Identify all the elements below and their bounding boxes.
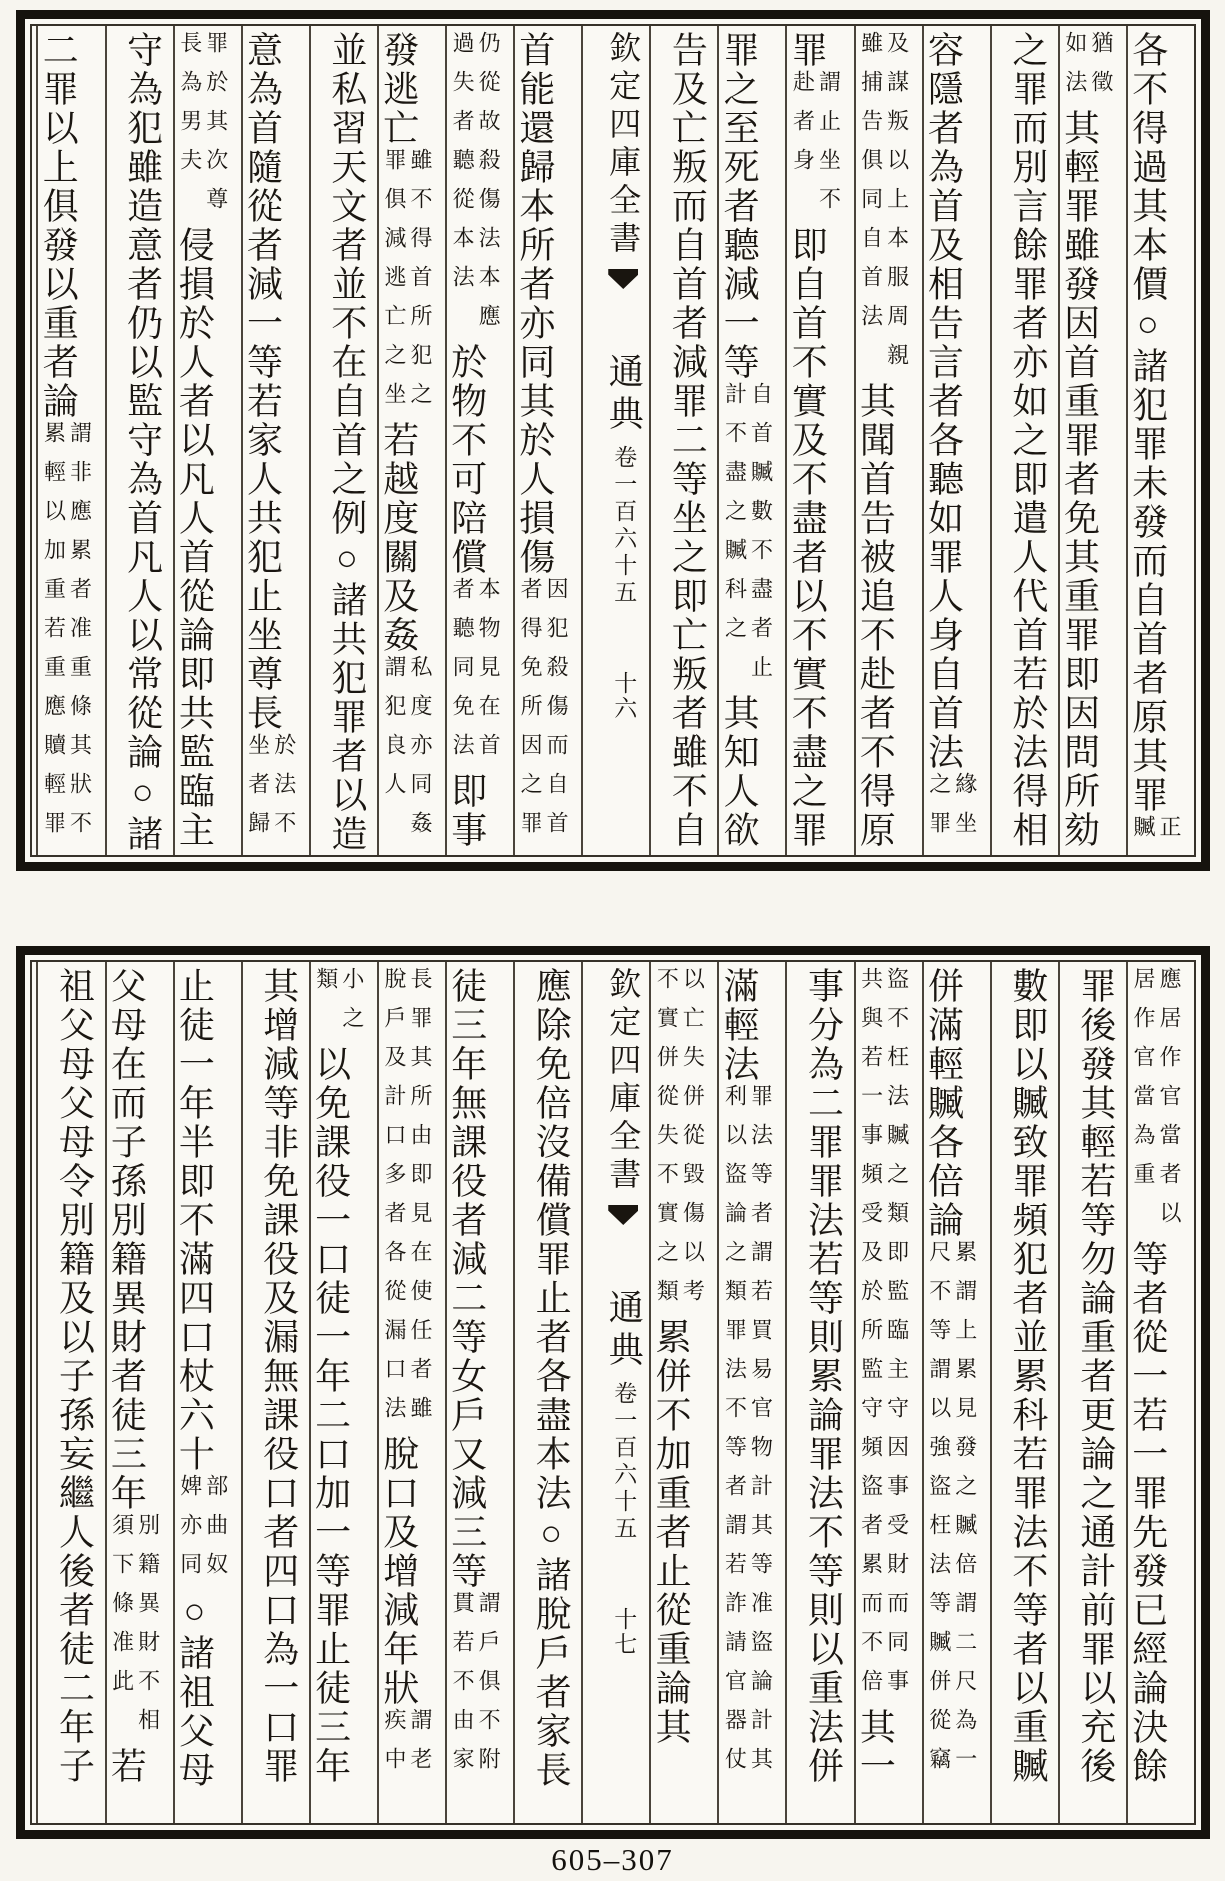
interlinear-note (1130, 815, 1182, 854)
column-text: 脫口及增減年狀 (378, 1435, 419, 1708)
text-column (105, 26, 173, 855)
column-text: 罪之至死者聽減一等 (719, 31, 760, 382)
column-text: 父母在而子孫別籍異財者徒三年 (106, 967, 147, 1513)
interlinear-note (449, 31, 501, 343)
text-column (36, 26, 104, 855)
column-text: 罪 (787, 31, 828, 70)
fishtail-fold-mark (608, 269, 638, 289)
interlinear-note (177, 1474, 229, 1591)
text-column (241, 26, 309, 855)
text-column (990, 26, 1058, 855)
text-column (241, 962, 309, 1823)
column-text: 各不得過其本價○諸犯罪未發而自首者原其罪 (1127, 31, 1168, 815)
note-subcolumn: 者得免所因之罪 (518, 577, 544, 850)
column-text: 首能還歸本所者亦同其於人損傷 (514, 31, 555, 577)
note-subcolumn: 雖不得首所犯之 (407, 148, 433, 421)
text-column (105, 962, 173, 1823)
note-subcolumn: 罪法等者謂若買易官物計其等准盜論計其 (748, 1084, 774, 1786)
interlinear-note (381, 1708, 433, 1786)
column-text: 若越度關及姦 (378, 421, 419, 655)
interlinear-note (858, 31, 910, 382)
note-subcolumn: 部曲奴 (203, 1474, 229, 1591)
note-subcolumn: 長為男夫 (177, 31, 203, 187)
text-column (1126, 26, 1194, 855)
note-subcolumn: 因犯殺傷而自首 (544, 577, 570, 850)
note-subcolumn: 謂犯良人 (381, 655, 407, 811)
note-subcolumn: 猶徵 (1088, 31, 1114, 109)
column-text: 侵損於人者以凡人首從論即共監臨主 (174, 226, 215, 850)
note-subcolumn: 長罪其所由即見在使任者雖 (407, 967, 433, 1435)
text-column (717, 26, 785, 855)
note-subcolumn: 緣坐 (952, 772, 978, 850)
column-text: 意為首隨從者減一等若家人共犯止坐尊長 (242, 31, 283, 733)
note-subcolumn: 婢亦同 (177, 1474, 203, 1591)
column-text: 徒三年無課役者減二等女戶又減三等 (446, 967, 487, 1591)
note-subcolumn: 赴者身 (790, 70, 816, 187)
text-column (1058, 26, 1126, 855)
text-column (513, 962, 581, 1823)
note-subcolumn: 須下條准此 (109, 1513, 135, 1708)
folio-page-number: 十六 (611, 671, 637, 721)
text-column (854, 26, 922, 855)
column-text: 發逃亡 (378, 31, 419, 148)
column-text: 二罪以上俱發以重者論 (38, 31, 79, 421)
column-text: 告及亡叛而自首者減罪二等坐之即亡叛者雖不自 (667, 31, 708, 850)
text-column (990, 962, 1058, 1823)
note-subcolumn: 雖捕告俱同自首法 (858, 31, 884, 343)
note-subcolumn: 贓 (1131, 815, 1156, 854)
column-text: 於物不可陪償 (446, 343, 487, 577)
interlinear-note (381, 148, 433, 421)
column-text: 其知人欲 (719, 694, 760, 850)
note-subcolumn: 於法不 (271, 733, 297, 850)
fishtail-fold-mark (608, 1205, 638, 1225)
interlinear-note (721, 1084, 773, 1786)
inner-frame (30, 24, 1196, 857)
text-column (36, 962, 104, 1823)
text-columns-top (32, 26, 1194, 855)
interlinear-note (245, 733, 297, 850)
text-column (922, 26, 990, 855)
interlinear-note (721, 382, 773, 694)
note-subcolumn: 以亡失併從毀傷以考 (680, 967, 706, 1318)
text-column (309, 26, 377, 855)
juan-number: 卷一百六十五 (611, 445, 637, 607)
column-text: 以免課役一口徒一年二口加一等罪止徒三年 (310, 1045, 351, 1786)
note-subcolumn: 小之 (339, 967, 365, 1045)
interlinear-note (790, 70, 842, 226)
column-text: 事分為二罪罪法若等則累論罪法不等則以重法併 (803, 967, 844, 1786)
text-column (445, 26, 513, 855)
collection-title: 欽定四庫全書 (605, 967, 642, 1195)
column-text: 即事 (446, 772, 487, 850)
text-column (377, 962, 445, 1823)
column-text: 止徒一年半即不滿四口杖六十 (174, 967, 215, 1474)
note-subcolumn: 私度亦同姦 (407, 655, 433, 850)
folio-page-number: 十七 (611, 1607, 637, 1657)
text-column (785, 962, 853, 1823)
column-text: 等者從一若一罪先發已經論決餘 (1127, 1240, 1168, 1786)
note-subcolumn: 不實併從失不實之類 (654, 967, 680, 1318)
note-subcolumn: 自首贓數不盡者止 (748, 382, 774, 694)
note-subcolumn: 貫若不由家 (450, 1591, 476, 1786)
text-column (785, 26, 853, 855)
interlinear-note (381, 655, 433, 850)
column-text: 守為犯雖造意者仍以監守為首凡人以常從論○諸 (122, 31, 163, 854)
note-subcolumn: 別籍異財不相 (135, 1513, 161, 1747)
banxin-center-column (581, 962, 649, 1823)
text-column (649, 962, 717, 1823)
text-column (377, 26, 445, 855)
column-text: 滿輕法 (719, 967, 760, 1084)
note-subcolumn: 盜不枉法贓之類即監臨主守因事受財而同事 (884, 967, 910, 1708)
interlinear-note (858, 967, 910, 1708)
text-column (309, 962, 377, 1823)
column-text: 其輕罪雖發因首重罪者免其重罪即因問所劾 (1059, 109, 1100, 850)
column-text: 罪後發其輕若等勿論重者更論之通計前罪以充後 (1075, 967, 1116, 1786)
interlinear-note (1130, 967, 1182, 1240)
column-text: 累併不加重者止從重論其 (651, 1318, 692, 1747)
note-subcolumn: 共與若一事頻受及於所監守頻盜者累而不倍 (858, 967, 884, 1708)
page-number-label: 605–307 (551, 1842, 674, 1877)
text-column (717, 962, 785, 1823)
note-subcolumn: 罪於其次尊 (203, 31, 229, 226)
page-block-bottom (16, 946, 1210, 1839)
interlinear-note (653, 967, 705, 1318)
text-columns-bottom (32, 962, 1194, 1823)
interlinear-note (313, 967, 365, 1045)
column-text: 若 (106, 1747, 147, 1786)
note-subcolumn: 累輕以加重若重應贖輕罪 (41, 421, 67, 850)
interlinear-note (41, 421, 93, 850)
note-subcolumn: 過失者聽從本法 (450, 31, 476, 304)
text-column (173, 962, 241, 1823)
column-text: 其一 (855, 1708, 896, 1786)
interlinear-note (449, 577, 501, 772)
note-subcolumn: 居作官當為重 (1131, 967, 1156, 1201)
collection-title: 欽定四庫全書 (605, 31, 642, 259)
note-subcolumn: 類 (313, 967, 339, 1006)
note-subcolumn: 脫戶及計口多者各從漏口法 (381, 967, 407, 1435)
note-subcolumn: 謂老 (407, 1708, 433, 1786)
column-text: 數即以贓致罪頻犯者並累科若罪法不等者以重贓 (1007, 967, 1048, 1786)
book-title: 通典 (604, 1289, 644, 1373)
text-column (854, 962, 922, 1823)
note-subcolumn: 謂止坐不 (816, 70, 842, 226)
note-subcolumn: 仍從故殺傷法本應 (476, 31, 502, 343)
text-column (922, 962, 990, 1823)
note-subcolumn: 及謀叛以上本服周親 (884, 31, 910, 382)
note-subcolumn: 坐者歸 (245, 733, 271, 850)
column-text: 之罪而別言餘罪者亦如之即遣人代首若於法得相 (1007, 31, 1048, 850)
note-subcolumn: 謂戶俱不附 (476, 1591, 502, 1786)
banxin-center-column (581, 26, 649, 855)
interlinear-note (177, 31, 229, 226)
note-subcolumn: 疾中 (381, 1708, 407, 1786)
column-text: ○諸祖父母 (174, 1591, 215, 1790)
text-column (173, 26, 241, 855)
column-text: 應除免倍沒備償罪止者各盡本法○諸脫戶者家長 (531, 967, 572, 1790)
text-column (513, 26, 581, 855)
note-subcolumn: 本物見在首 (476, 577, 502, 772)
column-text: 其聞首告被追不赴者不得原 (855, 382, 896, 850)
column-text: 其增減等非免課役及漏無課役口者四口為一口罪 (258, 967, 299, 1786)
inner-frame (30, 960, 1196, 1825)
note-subcolumn: 累謂上累見發之贓倍謂二尺為一 (952, 1240, 978, 1786)
note-subcolumn: 謂非應累者准重條其狀不 (67, 421, 93, 850)
text-column (1058, 962, 1126, 1823)
column-text: 即自首不實及不盡者以不實不盡之罪 (787, 226, 828, 850)
text-column (445, 962, 513, 1823)
note-subcolumn: 罪俱減逃亡之坐 (381, 148, 407, 421)
page-block-top (16, 10, 1210, 871)
column-text: 容隱者為首及相告言者各聽如罪人身自首法 (923, 31, 964, 772)
note-subcolumn: 利以盜論之類罪法不等者謂若詐請官器仗 (722, 1084, 748, 1786)
interlinear-note (449, 1591, 501, 1786)
interlinear-note (926, 1240, 978, 1786)
interlinear-note (1062, 31, 1114, 109)
note-subcolumn: 尺不等謂以強盜枉法等贓併從竊 (926, 1240, 952, 1786)
note-subcolumn: 者聽同免法 (450, 577, 476, 772)
note-subcolumn: 正 (1157, 815, 1182, 854)
column-text: 祖父母父母令別籍及以子孫妄繼人後者徒二年子 (54, 967, 95, 1786)
interlinear-note (109, 1513, 161, 1747)
column-text: 併滿輕贓各倍論 (923, 967, 964, 1240)
interlinear-note (926, 772, 978, 850)
column-text: 並私習天文者並不在自首之例○諸共犯罪者以造 (326, 31, 367, 854)
interlinear-note (517, 577, 569, 850)
note-subcolumn: 如法 (1062, 31, 1088, 109)
text-column (649, 26, 717, 855)
note-subcolumn: 計不盡之贓科之 (722, 382, 748, 655)
note-subcolumn: 應居作官當者以 (1157, 967, 1182, 1240)
interlinear-note (381, 967, 433, 1435)
book-title: 通典 (604, 353, 644, 437)
juan-number: 卷一百六十五 (611, 1381, 637, 1543)
text-column (1126, 962, 1194, 1823)
note-subcolumn: 之罪 (926, 772, 952, 850)
